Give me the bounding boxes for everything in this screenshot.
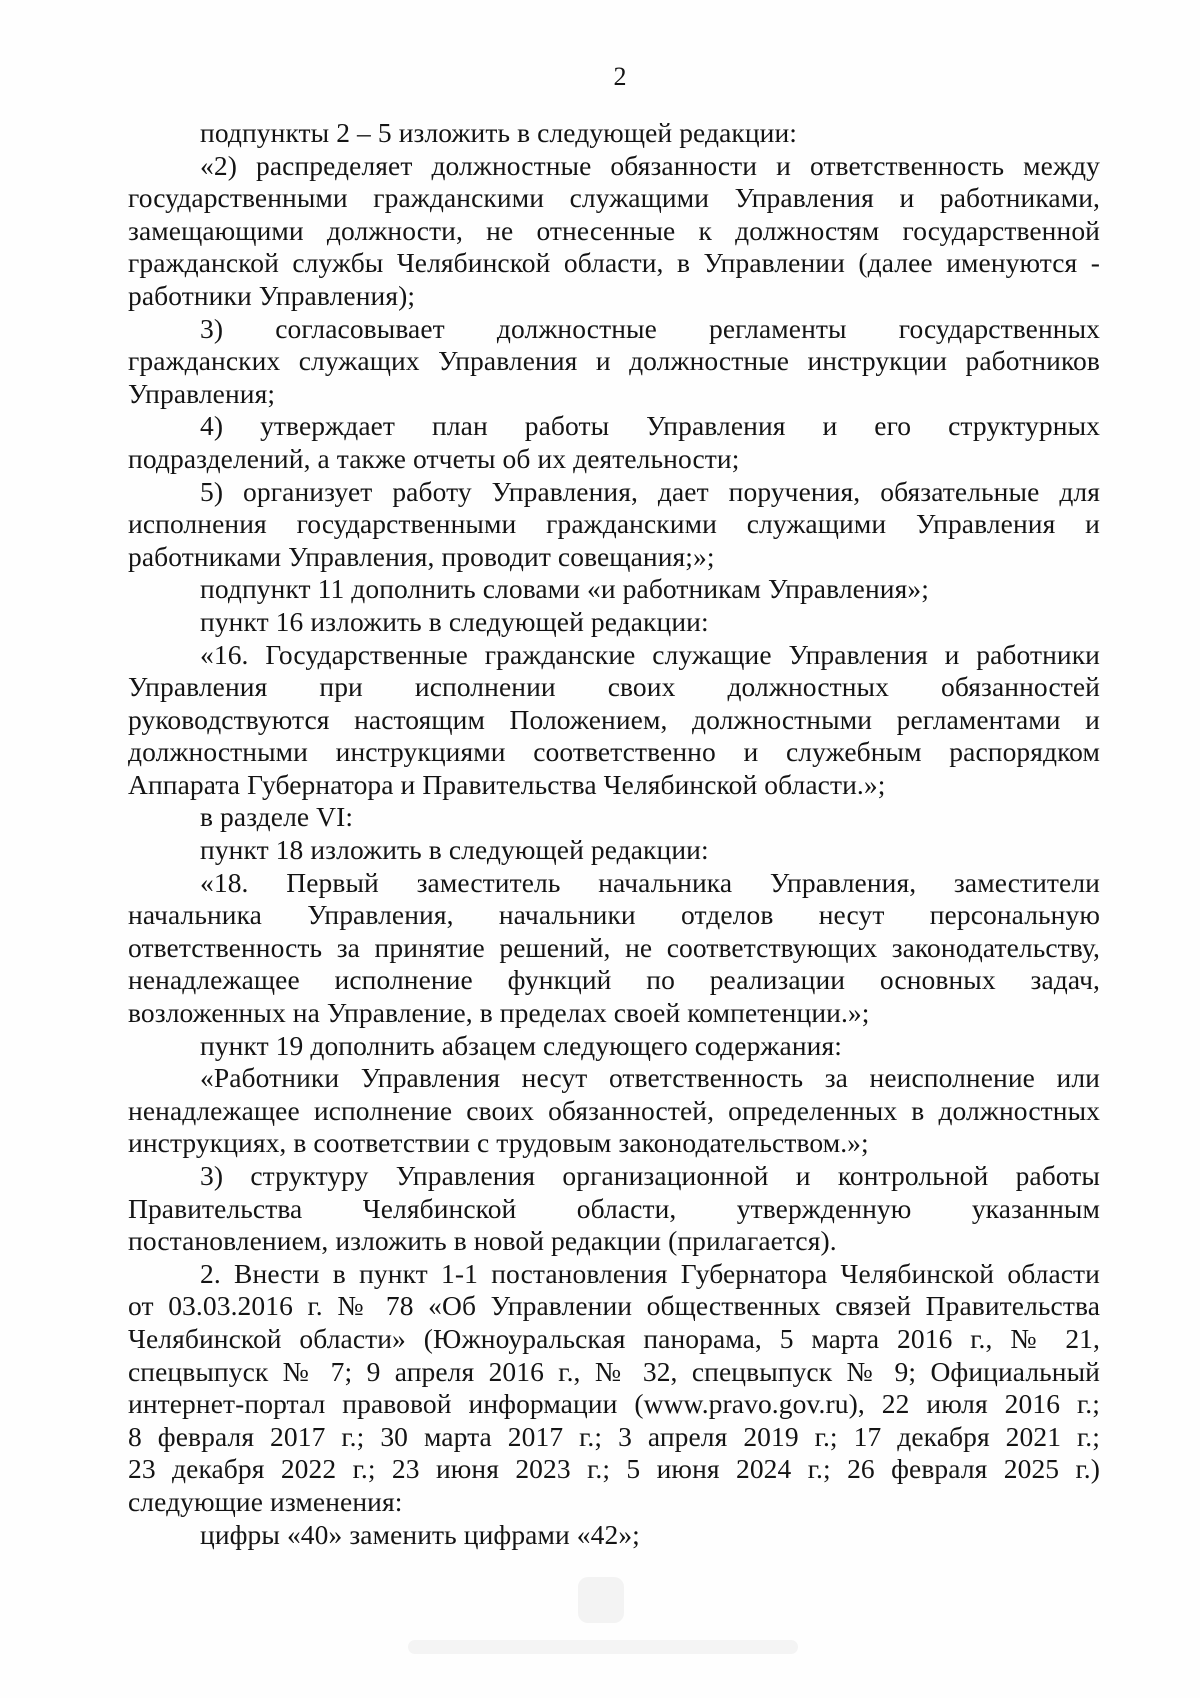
text-line: работники Управления);: [128, 279, 416, 311]
text-line: в разделе VI:: [200, 801, 354, 833]
text-line: подпункт 11 дополнить словами «и работникам Управления»;: [200, 573, 929, 605]
text-line: пункт 16 изложить в следующей редакции:: [200, 605, 709, 637]
text-line: подразделений, а также отчеты об их деятельности;: [128, 442, 740, 474]
text-line: начальника Управления, начальники отделов несут персональную: [128, 899, 1100, 931]
text-line: инструкциях, в соответствии с трудовым законодательством.»;: [128, 1127, 869, 1159]
text-line: Аппарата Губернатора и Правительства Челябинской области.»;: [128, 768, 886, 800]
text-line: подпункты 2 – 5 изложить в следующей редакции:: [200, 117, 798, 148]
text-line: Челябинской области» (Южноуральская панорама, 5 марта 2016 г., № 21,: [128, 1322, 1100, 1354]
stamp-mark: [408, 1640, 798, 1654]
text-line: следующие изменения:: [128, 1485, 403, 1517]
text-line: Управления;: [128, 377, 276, 409]
text-line: ответственность за принятие решений, не соответствующих законодательству,: [128, 931, 1100, 963]
text-line: исполнения государственными гражданскими служащими Управления и: [128, 508, 1100, 540]
text-line: государственными гражданскими служащими Управления и работниками,: [128, 182, 1100, 214]
text-line: 3) структуру Управления организационной и контрольной работы: [200, 1160, 1100, 1191]
text-line: должностными инструкциями соответственно и служебным распорядком: [128, 736, 1100, 768]
document-body: [128, 117, 1100, 1551]
text-line: постановлением, изложить в новой редакции (прилагается).: [128, 1225, 837, 1257]
text-line: 2. Внести в пункт 1-1 постановления Губернатора Челябинской области: [200, 1257, 1100, 1289]
text-line: пункт 19 дополнить абзацем следующего содержания:: [200, 1029, 842, 1061]
text-line: руководствуются настоящим Положением, должностными регламентами и: [128, 703, 1100, 735]
text-line: 4) утверждает план работы Управления и его структурных: [200, 410, 1100, 442]
text-line: от 03.03.2016 г. № 78 «Об Управлении общественных связей Правительства: [128, 1290, 1100, 1322]
text-line: возложенных на Управление, в пределах своей компетенции.»;: [128, 997, 870, 1029]
text-line: гражданских служащих Управления и должностные инструкции работников: [128, 345, 1100, 377]
text-line: «Работники Управления несут ответственность за неисполнение или: [200, 1062, 1100, 1094]
text-line: цифры «40» заменить цифрами «42»;: [200, 1518, 640, 1550]
text-line: работниками Управления, проводит совещания;»;: [128, 540, 715, 572]
text-line: ненадлежащее исполнение функций по реализации основных задач,: [128, 964, 1100, 996]
seal-mark: [578, 1577, 624, 1623]
text-line: «18. Первый заместитель начальника Управления, заместители: [200, 866, 1100, 898]
text-line: Управления при исполнении своих должностных обязанностей: [128, 671, 1100, 703]
text-line: «16. Государственные гражданские служащие Управления и работники: [200, 638, 1100, 670]
text-line: Правительства Челябинской области, утвержденную указанным: [128, 1192, 1100, 1224]
text-line: пункт 18 изложить в следующей редакции:: [200, 834, 709, 866]
text-line: 3) согласовывает должностные регламенты государственных: [200, 312, 1100, 344]
text-line: «2) распределяет должностные обязанности и ответственность между: [200, 149, 1100, 181]
text-line: ненадлежащее исполнение своих обязанностей, определенных в должностных: [128, 1094, 1100, 1126]
page-number: 2: [613, 62, 627, 91]
text-line: замещающими должности, не отнесенные к должностям государственной: [128, 214, 1100, 246]
text-line: 5) организует работу Управления, дает поручения, обязательные для: [200, 475, 1100, 507]
text-line: 8 февраля 2017 г.; 30 марта 2017 г.; 3 апреля 2019 г.; 17 декабря 2021 г.;: [128, 1420, 1100, 1452]
text-line: спецвыпуск № 7; 9 апреля 2016 г., № 32, спецвыпуск № 9; Официальный: [128, 1355, 1100, 1387]
text-line: интернет-портал правовой информации (www.pravo.gov.ru), 22 июля 2016 г.;: [128, 1388, 1100, 1420]
text-line: 23 декабря 2022 г.; 23 июня 2023 г.; 5 июня 2024 г.; 26 февраля 2025 г.): [128, 1453, 1100, 1485]
text-line: гражданской службы Челябинской области, в Управлении (далее именуются -: [128, 247, 1100, 279]
